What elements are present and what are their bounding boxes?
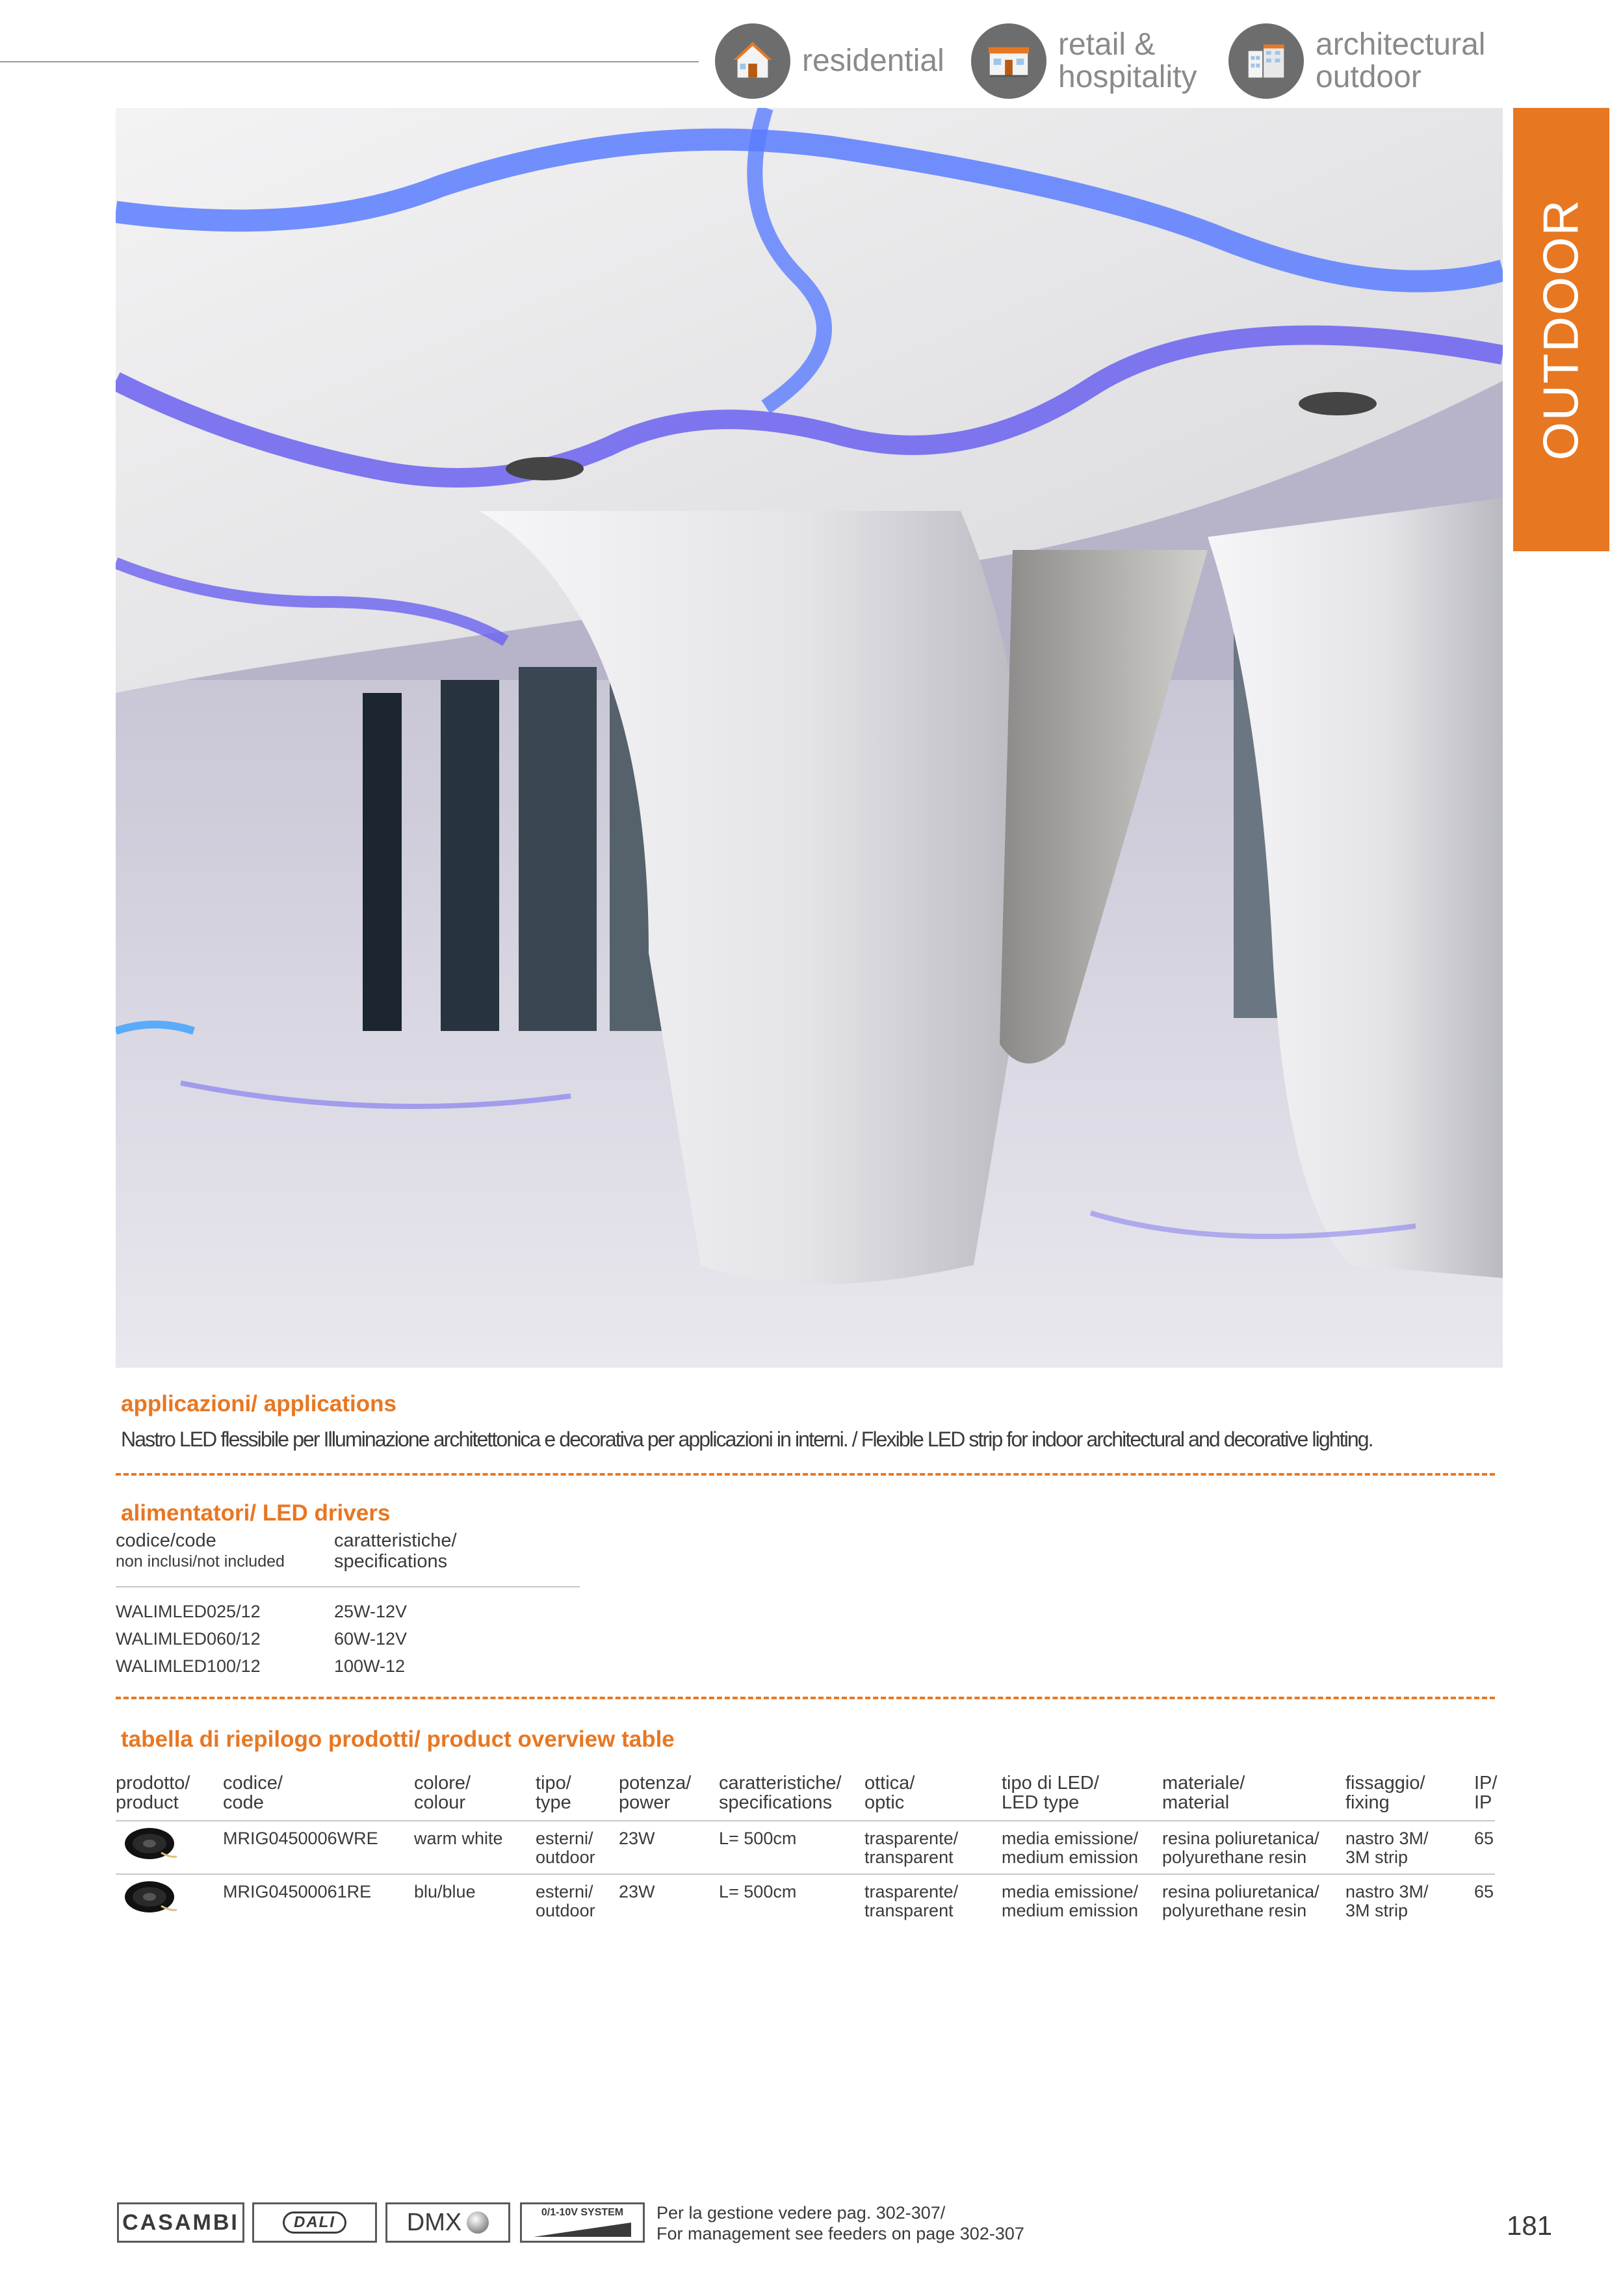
dali-logo xyxy=(252,2202,377,2243)
category-label: retail & hospitality xyxy=(1058,27,1197,94)
product-specs: L= 500cm xyxy=(719,1882,797,1901)
product-led-type: media emissione/ medium emission xyxy=(1002,1882,1139,1920)
dashed-divider xyxy=(116,1697,1495,1699)
col-type: tipo/ type xyxy=(536,1773,571,1813)
product-power: 23W xyxy=(619,1882,655,1901)
col-material: materiale/ material xyxy=(1162,1773,1245,1813)
col-code: codice/ code xyxy=(223,1773,283,1813)
product-material: resina poliuretanica/ polyurethane resin xyxy=(1162,1882,1319,1920)
system-logo-text: 0/1-10V SYSTEM xyxy=(541,2207,624,2218)
category-architectural-outdoor[interactable] xyxy=(1228,23,1485,99)
applications-text: Nastro LED flessibile per Illuminazione architettonica e decorativa per applicazioni in interni. / Flexible LED strip for indoor architectural and decorative lighting. xyxy=(121,1428,1373,1451)
category-residential[interactable] xyxy=(715,23,944,99)
product-fixing: nastro 3M/ 3M strip xyxy=(1345,1882,1429,1920)
drivers-col-spec: caratteristiche/ specifications xyxy=(334,1530,457,1572)
col-power: potenza/ power xyxy=(619,1773,692,1813)
product-ip: 65 xyxy=(1474,1829,1494,1848)
product-colour: blu/blue xyxy=(414,1882,476,1901)
category-label: architectural outdoor xyxy=(1316,27,1486,94)
product-led-type: media emissione/ medium emission xyxy=(1002,1829,1139,1867)
col-fixing: fissaggio/ fixing xyxy=(1345,1773,1425,1813)
product-ip: 65 xyxy=(1474,1882,1494,1901)
product-optic: trasparente/ transparent xyxy=(864,1882,959,1920)
drivers-col-code xyxy=(116,1530,285,1572)
applications-title: applicazioni/ applications xyxy=(121,1391,396,1416)
led-reel-thumbnail xyxy=(122,1877,177,1915)
col-led-type: tipo di LED/ LED type xyxy=(1002,1773,1099,1813)
driver-spec: 25W-12V xyxy=(334,1602,408,1621)
dmx-logo-text: DMX xyxy=(406,2208,462,2236)
dali-logo-text: DALI xyxy=(283,2211,346,2234)
ramp-icon xyxy=(534,2221,631,2238)
product-power: 23W xyxy=(619,1829,655,1848)
drivers-col-code-sub: non inclusi/not included xyxy=(116,1552,285,1571)
drivers-header-rule xyxy=(116,1586,580,1587)
driver-code: WALIMLED025/12 xyxy=(116,1602,261,1621)
system-0-10v-logo xyxy=(520,2202,645,2243)
category-label: residential xyxy=(802,44,944,78)
overview-row-rule xyxy=(116,1873,1495,1875)
page-number: 181 xyxy=(1507,2210,1553,2241)
header-rule xyxy=(0,61,699,62)
dmx-logo xyxy=(385,2202,510,2243)
product-code: MRIG04500061RE xyxy=(223,1882,372,1901)
col-specs: caratteristiche/ specifications xyxy=(719,1773,842,1813)
product-code: MRIG0450006WRE xyxy=(223,1829,378,1848)
col-optic: ottica/ optic xyxy=(864,1773,915,1813)
house-icon xyxy=(715,23,790,99)
col-colour: colore/ colour xyxy=(414,1773,471,1813)
overview-title: tabella di riepilogo prodotti/ product overview table xyxy=(121,1727,675,1752)
overview-header-rule xyxy=(116,1820,1495,1821)
product-fixing: nastro 3M/ 3M strip xyxy=(1345,1829,1429,1867)
product-optic: trasparente/ transparent xyxy=(864,1829,959,1867)
led-reel-thumbnail xyxy=(122,1824,177,1862)
footer-note: Per la gestione vedere pag. 302-307/ For management see feeders on page 302-307 xyxy=(656,2203,1024,2243)
product-type: esterni/ outdoor xyxy=(536,1829,595,1867)
drivers-title: alimentatori/ LED drivers xyxy=(121,1500,391,1526)
casambi-logo xyxy=(117,2202,244,2243)
driver-spec: 60W-12V xyxy=(334,1629,408,1649)
outdoor-side-tab xyxy=(1513,108,1609,551)
building-icon xyxy=(1228,23,1304,99)
product-specs: L= 500cm xyxy=(719,1829,797,1848)
storefront-icon xyxy=(971,23,1046,99)
driver-spec: 100W-12 xyxy=(334,1656,406,1676)
drivers-col-code-label: codice/code xyxy=(116,1530,216,1551)
application-photo xyxy=(116,108,1503,1368)
dmx-globe-icon xyxy=(467,2211,489,2234)
col-product: prodotto/ product xyxy=(116,1773,190,1813)
dashed-divider xyxy=(116,1473,1495,1476)
product-type: esterni/ outdoor xyxy=(536,1882,595,1920)
driver-code: WALIMLED060/12 xyxy=(116,1629,261,1649)
product-material: resina poliuretanica/ polyurethane resin xyxy=(1162,1829,1319,1867)
casambi-logo-text: CASAMBI xyxy=(122,2210,239,2235)
driver-code: WALIMLED100/12 xyxy=(116,1656,261,1676)
side-tab-label: OUTDOOR xyxy=(1533,198,1589,461)
category-retail-hospitality[interactable] xyxy=(971,23,1197,99)
product-colour: warm white xyxy=(414,1829,503,1848)
col-ip: IP/ IP xyxy=(1474,1773,1498,1813)
